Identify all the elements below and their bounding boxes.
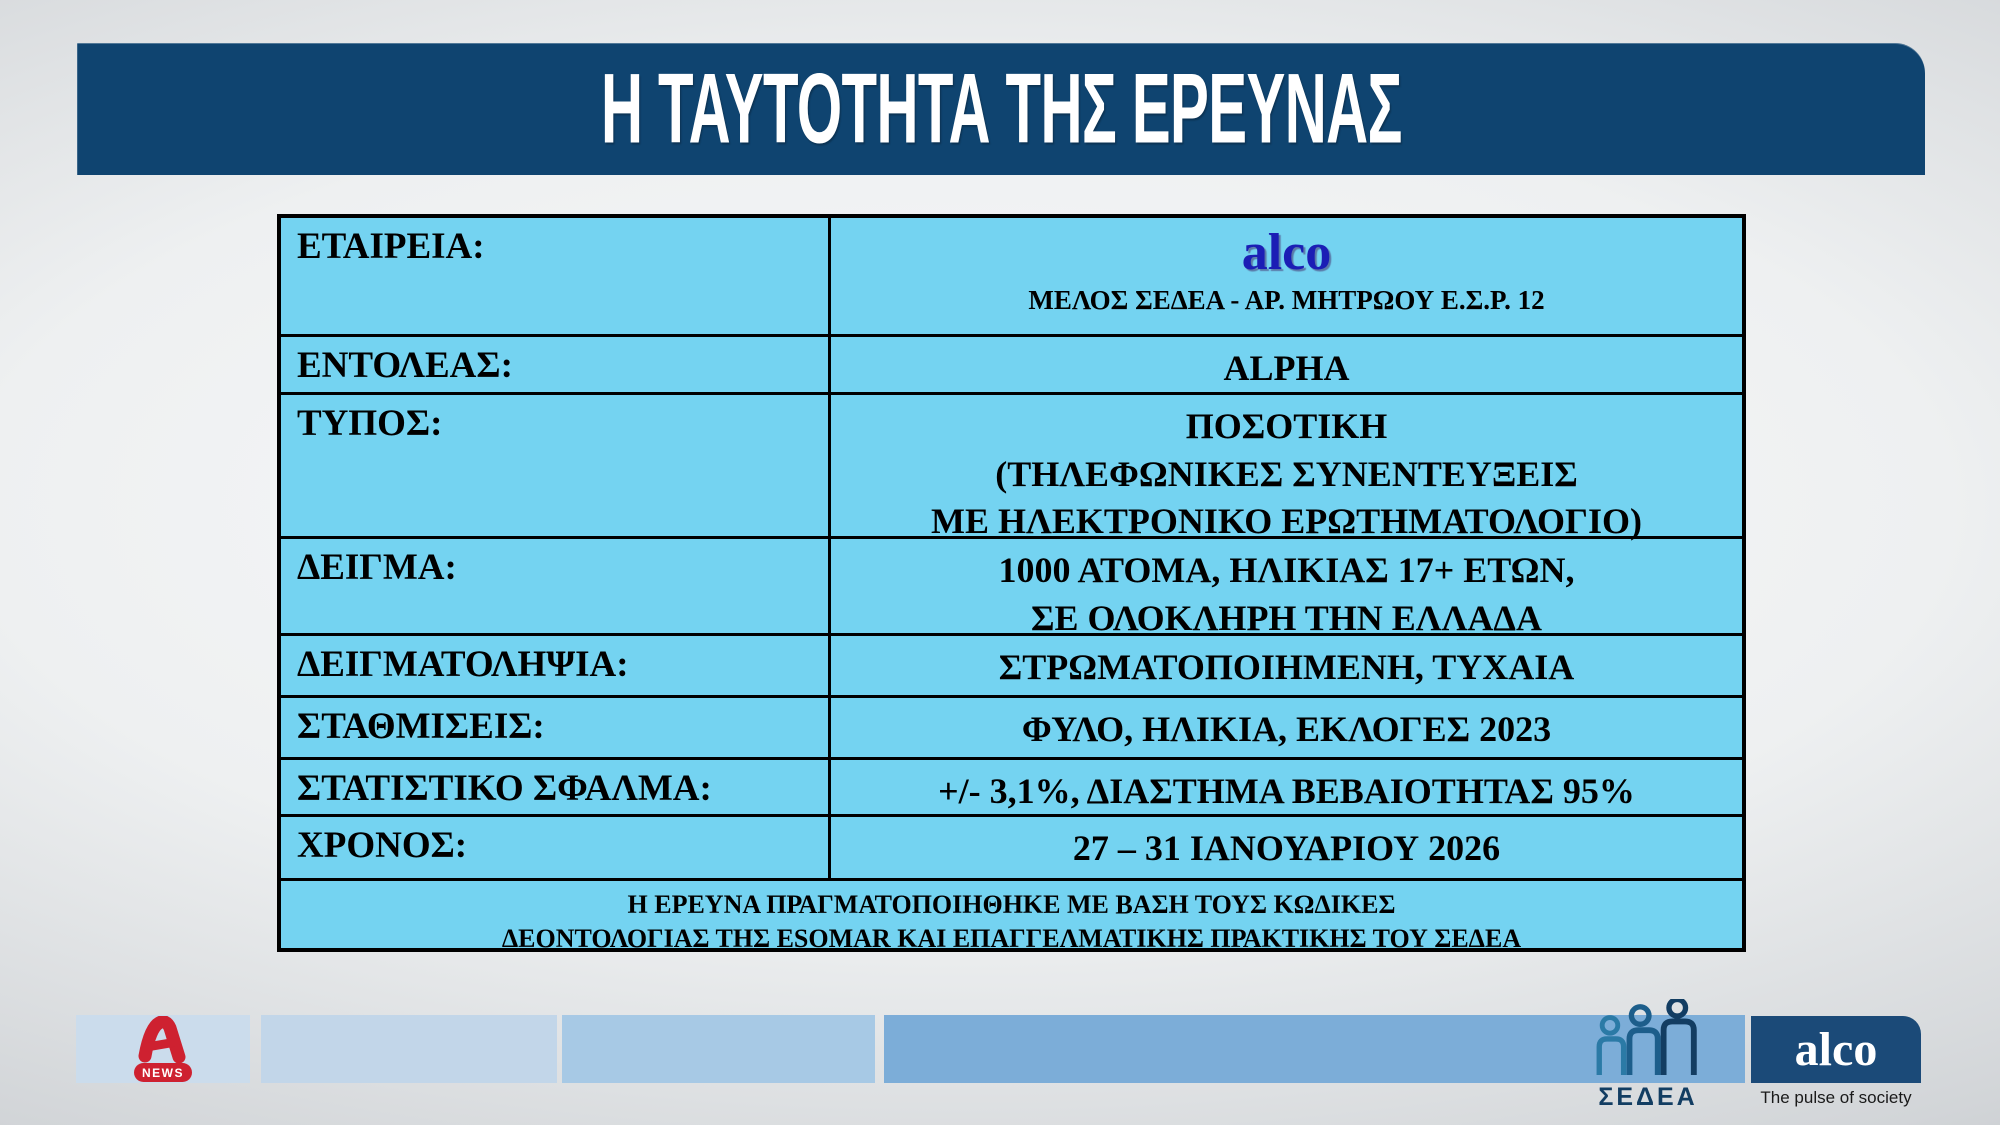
table-row-etaireia [281,218,1742,334]
row-label: ΣΤΑΤΙΣΤΙΚΟ ΣΦΑΛΜΑ: [281,760,831,814]
row-value: +/- 3,1%, ΔΙΑΣΤΗΜΑ ΒΕΒΑΙΟΤΗΤΑΣ 95% [938,771,1635,811]
row-label: ΕΤΑΙΡΕΙΑ: [281,218,831,334]
table-row-deigma [281,536,1742,638]
alco-logo-text: alco [1241,224,1332,281]
alpha-news-label: NEWS [142,1066,184,1080]
row-label: ΔΕΙΓΜΑ: [281,539,831,633]
table-row-stathmiseis [281,695,1742,757]
table-row-deigmatolipsia [281,633,1742,695]
bottom-bar-segment-alpha [76,1015,250,1083]
table-footer-note: Η ΕΡΕΥΝΑ ΠΡΑΓΜΑΤΟΠΟΙΗΘΗΚΕ ΜΕ ΒΑΣΗ ΤΟΥΣ ΚΩΔΙΚΕΣ ΔΕΟΝΤΟΛΟΓΙΑΣ ΤΗΣ ESOMAR ΚΑΙ ΕΠΑΓΓΕΛΜΑΤΙΚΗΣ ΠΡΑΚΤΙΚΗΣ ΤΟΥ ΣΕΔΕΑ [281,878,1742,948]
row-label: ΤΥΠΟΣ: [281,395,831,536]
bottom-bar-segment-3 [562,1015,875,1083]
sedea-label: ΣΕΔΕΑ [1598,1083,1698,1111]
row-label: ΕΝΤΟΛΕΑΣ: [281,337,831,392]
row-value: ΣΤΡΩΜΑΤΟΠΟΙΗΜΕΝΗ, ΤΥΧΑΙΑ [998,647,1575,687]
table-row-entoleas [281,334,1742,392]
row-label: ΧΡΟΝΟΣ: [281,817,831,878]
alpha-news-logo-icon [132,1016,194,1082]
alco-logo-bottom-text: alco [1794,1022,1878,1076]
bottom-bar-segment-2 [261,1015,557,1083]
row-value: ΦΥΛΟ, ΗΛΙΚΙΑ, ΕΚΛΟΓΕΣ 2023 [1021,709,1552,749]
row-label: ΣΤΑΘΜΙΣΕΙΣ: [281,698,831,757]
table-row-xronos [281,814,1742,878]
sedea-people-icon [1594,999,1702,1077]
row-label: ΔΕΙΓΜΑΤΟΛΗΨΙΑ: [281,636,831,695]
row-value: ALPHA [1223,348,1350,388]
table-row-statistiko-sfalma [281,757,1742,814]
sedea-logo [1592,999,1704,1112]
row-value: 1000 ΑΤΟΜΑ, ΗΛΙΚΙΑΣ 17+ ΕΤΩΝ, ΣΕ ΟΛΟΚΛΗΡΗ ΤΗΝ ΕΛΛΑΔΑ [998,550,1575,638]
table-row-typos [281,392,1742,542]
alco-logo-box [1751,1016,1921,1083]
row-value [831,218,1742,334]
survey-identity-table [277,214,1746,952]
row-value: 27 – 31 ΙΑΝΟΥΑΡΙΟΥ 2026 [1072,828,1501,868]
page-title: Η ΤΑΥΤΟΤΗΤΑ ΤΗΣ ΕΡΕΥΝΑΣ [600,52,1402,165]
alco-tagline: The pulse of society [1760,1088,1912,1107]
row-value: ΠΟΣΟΤΙΚΗ (ΤΗΛΕΦΩΝΙΚΕΣ ΣΥΝΕΝΤΕΥΞΕΙΣ ΜΕ ΗΛΕΚΤΡΟΝΙΚΟ ΕΡΩΤΗΜΑΤΟΛΟΓΙΟ) [931,406,1642,542]
alco-membership-line: ΜΕΛΟΣ ΣΕΔΕΑ - ΑΡ. ΜΗΤΡΩΟΥ Ε.Σ.Ρ. 12 [1028,284,1545,315]
title-bar [77,43,1925,175]
